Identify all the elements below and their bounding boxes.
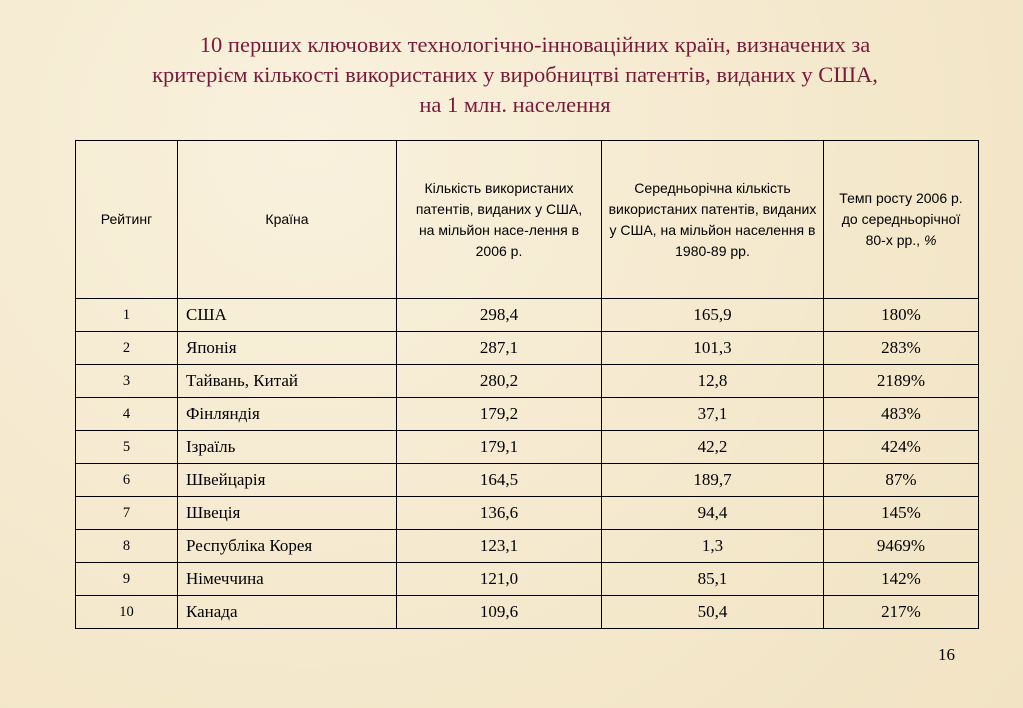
- avg-1980s-cell: 94,4: [602, 497, 824, 530]
- country-cell: Швейцарія: [178, 464, 397, 497]
- slide-title: [60, 30, 970, 120]
- growth-cell: 9469%: [824, 530, 979, 563]
- rank-cell: 9: [76, 563, 178, 596]
- avg-1980s-cell: 101,3: [602, 332, 824, 365]
- header-patents-2006: Кількість використаних патентів, виданих у США, на мільйон насе-лення в 2006 р.: [397, 141, 602, 299]
- patents-2006-cell: 179,1: [397, 431, 602, 464]
- avg-1980s-cell: 50,4: [602, 596, 824, 629]
- country-cell: Японія: [178, 332, 397, 365]
- growth-cell: 217%: [824, 596, 979, 629]
- country-cell: Фінляндія: [178, 398, 397, 431]
- avg-1980s-cell: 37,1: [602, 398, 824, 431]
- patents-2006-cell: 123,1: [397, 530, 602, 563]
- avg-1980s-cell: 42,2: [602, 431, 824, 464]
- patents-table: [75, 140, 979, 629]
- rank-cell: 7: [76, 497, 178, 530]
- table-row: [76, 332, 979, 365]
- patents-2006-cell: 164,5: [397, 464, 602, 497]
- avg-1980s-cell: 12,8: [602, 365, 824, 398]
- patents-2006-cell: 179,2: [397, 398, 602, 431]
- rank-cell: 5: [76, 431, 178, 464]
- title-line-3: на 1 млн. населення: [419, 92, 611, 117]
- table-header-row: [76, 141, 979, 299]
- rank-cell: 4: [76, 398, 178, 431]
- growth-cell: 87%: [824, 464, 979, 497]
- title-line-1: 10 перших ключових технологічно-інноваційних країн, визначених за: [199, 32, 871, 57]
- growth-cell: 145%: [824, 497, 979, 530]
- rank-cell: 2: [76, 332, 178, 365]
- table-row: [76, 563, 979, 596]
- table-row: [76, 299, 979, 332]
- country-cell: Тайвань, Китай: [178, 365, 397, 398]
- page-number: 16: [938, 645, 955, 664]
- country-cell: Швеція: [178, 497, 397, 530]
- patents-2006-cell: 287,1: [397, 332, 602, 365]
- patents-2006-cell: 109,6: [397, 596, 602, 629]
- table-row: [76, 530, 979, 563]
- header-country: Країна: [178, 141, 397, 299]
- table-row: [76, 497, 979, 530]
- table-row: [76, 398, 979, 431]
- growth-cell: 180%: [824, 299, 979, 332]
- avg-1980s-cell: 85,1: [602, 563, 824, 596]
- header-rank: Рейтинг: [76, 141, 178, 299]
- avg-1980s-cell: 189,7: [602, 464, 824, 497]
- patents-2006-cell: 136,6: [397, 497, 602, 530]
- rank-cell: 6: [76, 464, 178, 497]
- header-growth: Темп росту 2006 р. до середньорічної 80-х рр., %: [824, 141, 979, 299]
- country-cell: Канада: [178, 596, 397, 629]
- growth-cell: 424%: [824, 431, 979, 464]
- country-cell: Ізраїль: [178, 431, 397, 464]
- avg-1980s-cell: 1,3: [602, 530, 824, 563]
- table-row: [76, 431, 979, 464]
- rank-cell: 8: [76, 530, 178, 563]
- patents-2006-cell: 121,0: [397, 563, 602, 596]
- patents-2006-cell: 280,2: [397, 365, 602, 398]
- rank-cell: 3: [76, 365, 178, 398]
- header-avg-1980s: Середньорічна кількість використаних патентів, виданих у США, на мільйон населення в 1980-89 рр.: [602, 141, 824, 299]
- country-cell: Республіка Корея: [178, 530, 397, 563]
- country-cell: США: [178, 299, 397, 332]
- avg-1980s-cell: 165,9: [602, 299, 824, 332]
- country-cell: Німеччина: [178, 563, 397, 596]
- growth-cell: 2189%: [824, 365, 979, 398]
- growth-cell: 283%: [824, 332, 979, 365]
- table-row: [76, 596, 979, 629]
- growth-cell: 483%: [824, 398, 979, 431]
- table-row: [76, 464, 979, 497]
- rank-cell: 10: [76, 596, 178, 629]
- rank-cell: 1: [76, 299, 178, 332]
- patents-2006-cell: 298,4: [397, 299, 602, 332]
- title-line-2: критерієм кількості використаних у виробництві патентів, виданих у США,: [152, 62, 878, 87]
- table-row: [76, 365, 979, 398]
- growth-cell: 142%: [824, 563, 979, 596]
